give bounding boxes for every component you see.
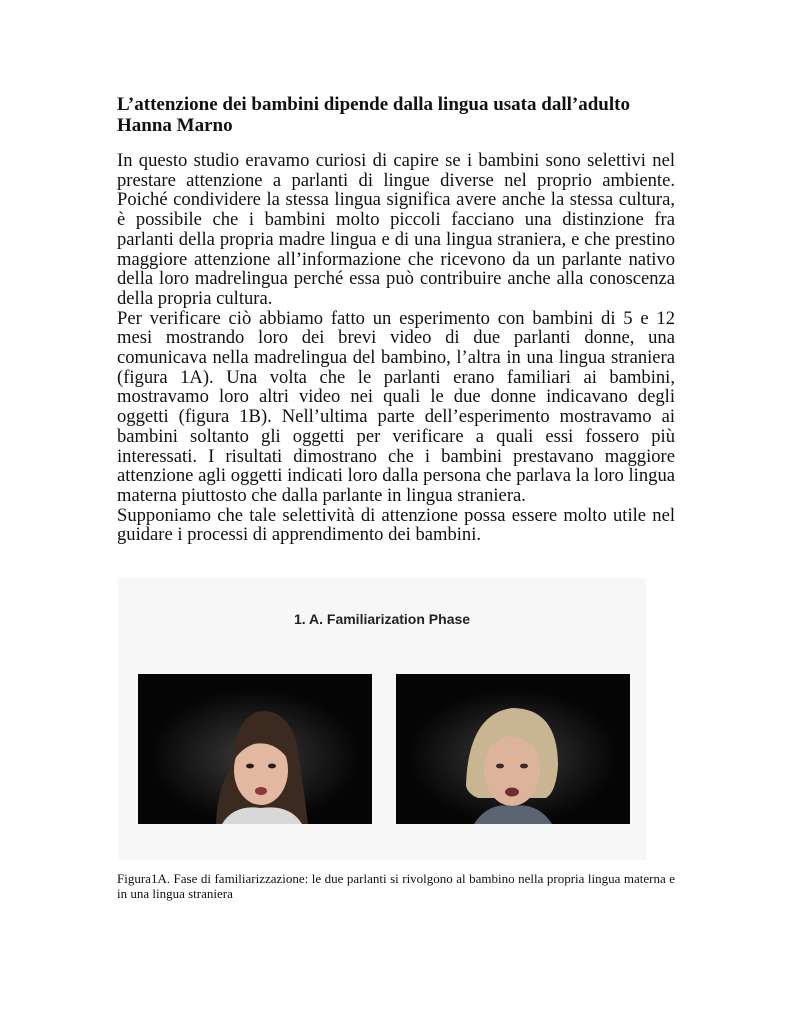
paragraph-3: Supponiamo che tale selettività di attenzione possa essere molto utile nel guidare i processi di apprendimento dei bambini.	[117, 504, 675, 546]
video-frame-foreign-speaker	[396, 674, 630, 824]
video-frame-native-speaker	[138, 674, 372, 824]
figure-caption: Figura1A. Fase di familiarizzazione: le due parlanti si rivolgono al bambino nella propria lingua materna e in una lingua straniera	[117, 871, 675, 901]
document-title	[117, 94, 677, 136]
figure-title: 1. A. Familiarization Phase	[293, 611, 471, 627]
author-name: Hanna Marno	[117, 115, 233, 136]
paragraph-1: In questo studio eravamo curiosi di capire se i bambini sono selettivi nel prestare attenzione a parlanti di lingue diverse nel proprio ambiente. Poiché condividere la stessa lingua significa avere anche la stessa cultura, è possibile che i bambini molto piccoli facciano una distinzione fra parlanti della propria madre lingua e di una lingua straniera, e che prestino maggiore attenzione all’informazione che ricevono da un parlante nativo della loro madrelingua perché essa può contribuire anche alla conoscenza della propria cultura.	[117, 150, 675, 309]
body-text	[117, 151, 675, 545]
title-line: L’attenzione dei bambini dipende dalla lingua usata dall’adulto	[117, 94, 630, 115]
paragraph-2: Per verificare ciò abbiamo fatto un esperimento con bambini di 5 e 12 mesi mostrando loro dei brevi video di due parlanti donne, una comunicava nella madrelingua del bambino, l’altra in una lingua straniera (figura 1A). Una volta che le parlanti erano familiari ai bambini, mostravamo loro altri video nei quali le due donne indicavano degli oggetti (figura 1B). Nell’ultima parte dell’esperimento mostravamo ai bambini soltanto gli oggetti per verificare a quali essi fossero più interessati. I risultati dimostrano che i bambini prestavano maggiore attenzione agli oggetti indicati loro dalla persona che parlava la loro lingua materna piuttosto che dalla parlante in lingua straniera.	[117, 307, 675, 506]
speaker-blonde-image	[396, 674, 630, 824]
speaker-brunette-image	[138, 674, 372, 824]
figure-1a	[118, 578, 646, 860]
